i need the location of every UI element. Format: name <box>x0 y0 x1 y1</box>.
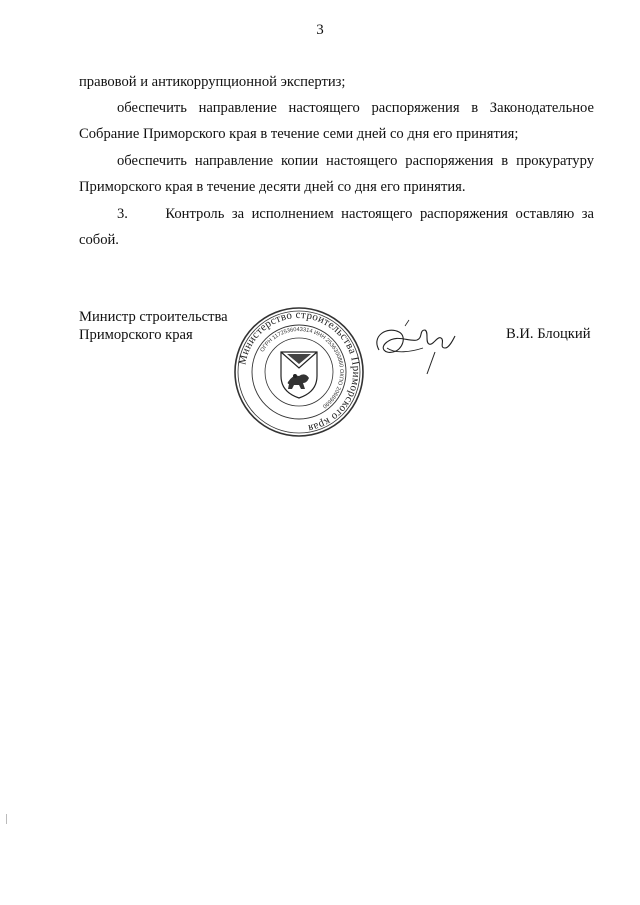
official-seal <box>233 306 365 438</box>
signer-name: В.И. Блоцкий <box>506 326 591 342</box>
coat-of-arms-icon <box>281 352 317 398</box>
body-line-3: Собрание Приморского края в течение семи дней со дня его принятия; <box>79 126 519 142</box>
body-line-5: Приморского края в течение десяти дней со дня его принятия. <box>79 179 466 195</box>
signature-position <box>79 308 228 344</box>
position-line-1: Министр строительства <box>79 309 228 325</box>
body-line-7: собой. <box>79 232 119 248</box>
page-number: 3 <box>316 22 324 38</box>
body-line-2: обеспечить направление настоящего распоряжения в Законодательное <box>117 100 594 116</box>
position-line-2: Приморского края <box>79 327 193 343</box>
seal-outer-text: Министерство строительства Приморского края <box>236 308 363 435</box>
scan-margin-mark <box>6 814 7 824</box>
handwritten-signature <box>365 318 460 378</box>
seal-inner-text: ОГРН 1172536043314 ИНН 2536300860 ОКПО 20689690 <box>259 326 345 409</box>
body-line-4: обеспечить направление копии настоящего распоряжения в прокуратуру <box>117 153 594 169</box>
body-line-item-3: 3. Контроль за исполнением настоящего распоряжения оставляю за <box>117 206 594 222</box>
body-line-1: правовой и антикоррупционной экспертиз; <box>79 74 346 90</box>
